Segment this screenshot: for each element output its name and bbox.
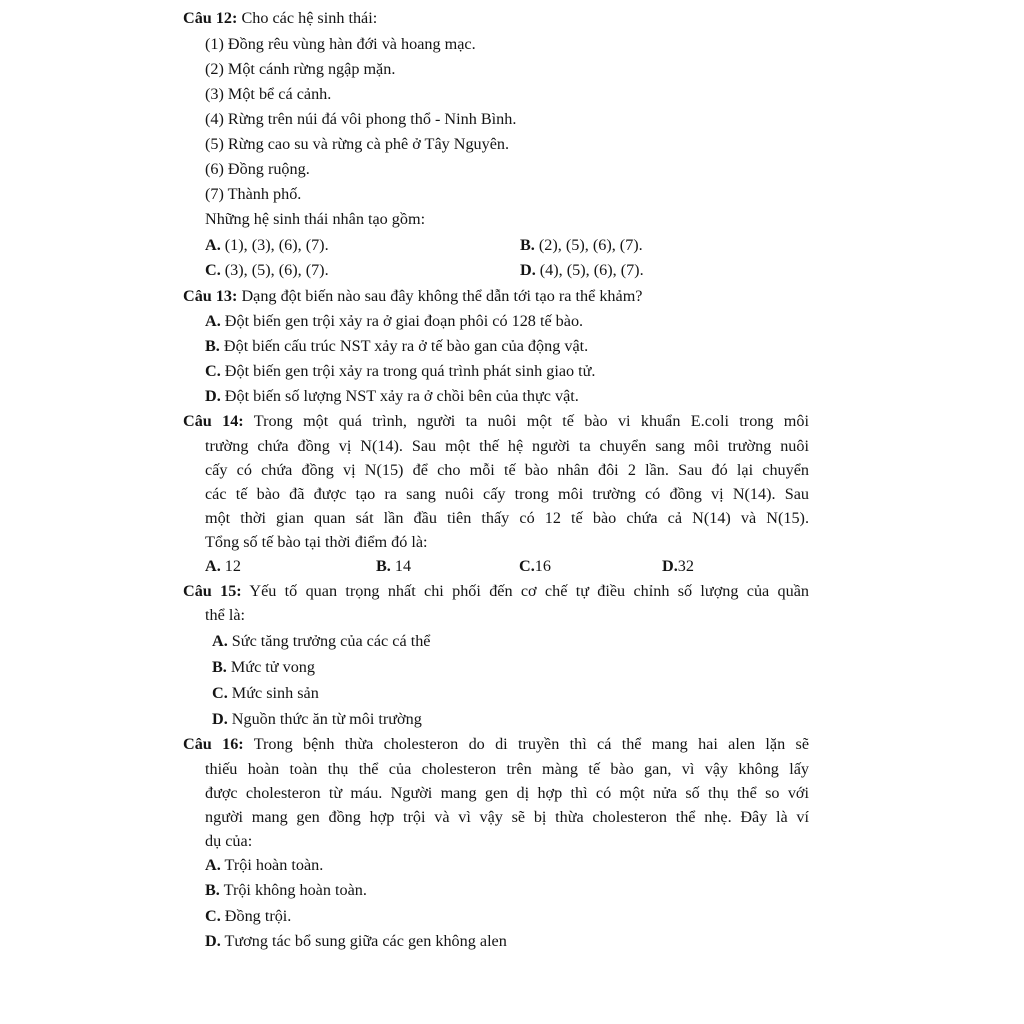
- option-letter: D.: [205, 932, 221, 950]
- option-text: 12: [220, 557, 241, 575]
- answer-option: [205, 336, 588, 356]
- option-letter: A.: [212, 632, 228, 650]
- option-text: (3), (5), (6), (7).: [224, 261, 329, 279]
- option-letter: B.: [212, 658, 227, 676]
- answer-option: [205, 855, 323, 875]
- question-14-text: Trong một quá trình, người ta nuôi một tế bào vi khuẩn E.coli trong môi: [253, 412, 809, 430]
- option-letter: B.: [205, 881, 220, 899]
- option-text: Đột biến gen trội xảy ra ở giai đoạn phôi có 128 tế bào.: [224, 312, 584, 330]
- option-letter: C.: [212, 684, 228, 702]
- answer-option: [519, 556, 551, 576]
- question-14-stem: [183, 411, 809, 431]
- answer-option: [212, 709, 422, 729]
- ecosystem-item: (5) Rừng cao su và rừng cà phê ở Tây Nguyên.: [205, 135, 510, 153]
- answer-option: [205, 361, 595, 381]
- option-letter: B.: [205, 337, 220, 355]
- question-text-line: thể là:: [205, 606, 246, 624]
- answer-option: [205, 386, 579, 406]
- question-15-text: Yếu tố quan trọng nhất chi phối đến cơ chế tự điều chỉnh số lượng của quần: [249, 582, 809, 600]
- option-text: (1), (3), (6), (7).: [224, 236, 329, 254]
- question-13-stem: [183, 286, 642, 306]
- answer-option: [205, 556, 241, 576]
- option-text: Nguồn thức ăn từ môi trường: [231, 710, 422, 728]
- answer-option: [212, 631, 430, 651]
- question-14-label: Câu 14:: [183, 412, 244, 430]
- option-letter: D.: [520, 261, 536, 279]
- option-letter: A.: [205, 236, 221, 254]
- ecosystem-item: (2) Một cánh rừng ngập mặn.: [205, 60, 396, 78]
- answer-option: [205, 931, 507, 951]
- ecosystem-item: (1) Đồng rêu vùng hàn đới và hoang mạc.: [205, 35, 476, 53]
- option-text: Đồng trội.: [224, 907, 292, 925]
- option-text: (4), (5), (6), (7).: [539, 261, 644, 279]
- option-text: 14: [390, 557, 412, 575]
- option-letter: C.: [519, 557, 535, 575]
- ecosystem-item: (4) Rừng trên núi đá vôi phong thổ - Ninh Bình.: [205, 110, 517, 128]
- option-text: Trội không hoàn toàn.: [223, 881, 367, 899]
- option-text: Đột biến số lượng NST xảy ra ở chồi bên của thực vật.: [224, 387, 579, 405]
- answer-option: [205, 311, 583, 331]
- ecosystem-item: (6) Đồng ruộng.: [205, 160, 310, 178]
- answer-option: [662, 556, 694, 576]
- answer-option: [376, 556, 411, 576]
- question-13-text: Dạng đột biến nào sau đây không thể dẫn tới tạo ra thể khảm?: [241, 287, 643, 305]
- question-text-line: thiếu hoàn toàn thụ thể của cholesteron trên màng tế bào gan, vì vậy không lấy: [205, 760, 809, 778]
- question-text-line: dụ của:: [205, 832, 253, 850]
- question-text-line: Tổng số tế bào tại thời điểm đó là:: [205, 533, 428, 551]
- ecosystem-item: (7) Thành phố.: [205, 185, 302, 203]
- question-13-label: Câu 13:: [183, 287, 238, 305]
- option-text: Đột biến cấu trúc NST xảy ra ở tế bào gan của động vật.: [223, 337, 589, 355]
- answer-option: [212, 657, 315, 677]
- question-text-line: các tế bào đã được tạo ra sang nuôi cấy trong môi trường có đồng vị N(14). Sau: [205, 485, 809, 503]
- option-text: Trội hoàn toàn.: [224, 856, 324, 874]
- question-12-label: Câu 12:: [183, 9, 238, 27]
- option-text: Mức sinh sản: [231, 684, 319, 702]
- question-16-label: Câu 16:: [183, 735, 244, 753]
- option-letter: B.: [376, 557, 391, 575]
- option-letter: D.: [205, 387, 221, 405]
- answer-option: [205, 880, 367, 900]
- option-text: 32: [677, 557, 694, 575]
- answer-option: [520, 235, 643, 255]
- question-12-stem: [183, 8, 377, 28]
- answer-option: [205, 906, 291, 926]
- option-letter: C.: [205, 907, 221, 925]
- ecosystem-item: (3) Một bể cá cảnh.: [205, 85, 332, 103]
- option-letter: C.: [205, 362, 221, 380]
- option-letter: C.: [205, 261, 221, 279]
- question-15-stem: [183, 581, 809, 601]
- option-letter: A.: [205, 557, 221, 575]
- option-text: Đột biến gen trội xảy ra trong quá trình phát sinh giao tử.: [224, 362, 596, 380]
- question-12-prompt: Những hệ sinh thái nhân tạo gồm:: [205, 210, 426, 228]
- question-text-line: một thời gian quan sát lần đầu tiên thấy có 12 tế bào chứa cả N(14) và N(15).: [205, 509, 809, 527]
- option-letter: A.: [205, 312, 221, 330]
- answer-option: [212, 683, 319, 703]
- option-text: (2), (5), (6), (7).: [538, 236, 643, 254]
- option-letter: A.: [205, 856, 221, 874]
- question-text-line: trường chứa đồng vị N(14). Sau một thế hệ người ta chuyển sang môi trường nuôi: [205, 437, 809, 455]
- answer-option: [520, 260, 644, 280]
- option-text: Sức tăng trưởng của các cá thể: [231, 632, 431, 650]
- answer-option: [205, 260, 329, 280]
- option-text: Mức tử vong: [230, 658, 315, 676]
- option-letter: D.: [662, 557, 678, 575]
- question-text-line: cấy có chứa đồng vị N(15) để cho mỗi tế bào nhân đôi 2 lần. Sau đó lại chuyển: [205, 461, 809, 479]
- option-text: Tương tác bổ sung giữa các gen không alen: [224, 932, 507, 950]
- question-text-line: được cholesteron từ máu. Người mang gen dị hợp thì có một nửa số thụ thể so với: [205, 784, 809, 802]
- question-12-text: Cho các hệ sinh thái:: [241, 9, 378, 27]
- answer-option: [205, 235, 329, 255]
- option-text: 16: [534, 557, 551, 575]
- option-letter: D.: [212, 710, 228, 728]
- question-16-text: Trong bệnh thừa cholesteron do di truyền thì cá thể mang hai alen lặn sẽ: [253, 735, 809, 753]
- question-text-line: người mang gen đồng hợp trội và vì vậy sẽ bị thừa cholesteron thể nhẹ. Đây là ví: [205, 808, 809, 826]
- question-15-label: Câu 15:: [183, 582, 242, 600]
- option-letter: B.: [520, 236, 535, 254]
- question-16-stem: [183, 734, 809, 754]
